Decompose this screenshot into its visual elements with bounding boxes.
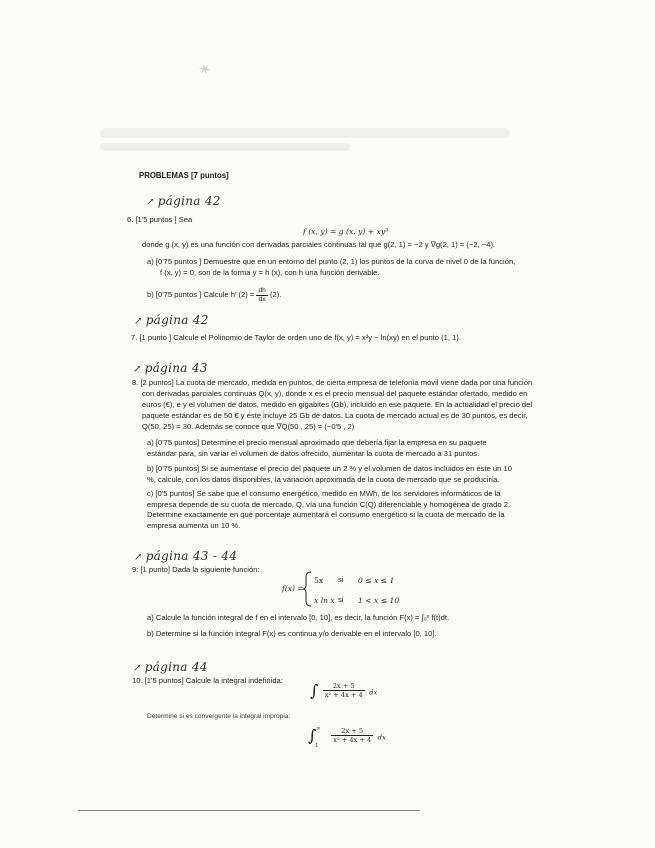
derivative-denominator: dx xyxy=(258,295,266,303)
arrow-icon: ↗ xyxy=(133,364,142,375)
problem-6a-line-2: f (x, y) = 0, son de la forma y = h (x), con h una función derivable. xyxy=(160,268,380,277)
piecewise-case-2-expr: x ln x xyxy=(314,596,335,605)
piecewise-case-1-cond: 0 ≤ x ≤ 1 xyxy=(358,576,395,585)
problem-10-heading: 10. [1'5 puntos] Calcule la integral indefinida: xyxy=(132,676,283,685)
problem-6b: b) [0'75 puntos ] Calcule h′ (2) = $\frac{dh}{dx}$ (2). xyxy=(147,287,282,303)
integrand-numerator: 2x + 5 xyxy=(323,682,365,691)
problem-7: 7. [1 punto ] Calcule el Polinomio de Taylor de orden uno de f(x, y) = x²y − ln(xy) en el punto (1, 1). xyxy=(131,333,461,342)
integral-sign: ∫ xyxy=(310,681,319,700)
piecewise-function-label: f(x) = xyxy=(282,584,304,593)
problem-8-line-3: euros (€), e y el volumen de datos, medido en gigabites (Gb), incluido en ese paquete. En la actualidad el precio del xyxy=(142,400,533,409)
problem-8b: b) [0'75 puntos] Si se aumentase el precio del paquete un 2 % y el volumen de datos incluidos en éste un 10 %, calcule, con los datos disponibles, la variación aproximada de la cuota de mercado que se produciría. xyxy=(147,464,512,484)
problem-6-description: donde g (x, y) es una función con derivadas parciales continuas tal que g(2, 1) = −2 y ∇g(2, 1) = (−2, −4). xyxy=(142,240,496,249)
problem-8a: a) [0'75 puntos] Determine el precio mensual aproximado que debería fijar la empresa en su paquete estándar para, sin variar el volumen de datos ofrecido, aumentar la cuota de mercado a 31 puntos. xyxy=(147,438,487,458)
faded-header-smudge xyxy=(100,128,510,138)
indefinite-integral xyxy=(310,681,377,700)
section-title: PROBLEMAS [7 puntos] xyxy=(139,171,229,180)
problem-9b: b) Determine si la función integral F(x) es continua y/o derivable en el intervalo [0, 10]. xyxy=(147,629,437,638)
integral-sign: ∫ xyxy=(308,726,317,745)
handwritten-page-note: ↗ página 42 xyxy=(146,194,221,208)
piecewise-case-1-expr: 5x xyxy=(314,576,324,585)
problem-6-heading: 6. [1'5 puntos ] Sea xyxy=(127,215,193,224)
integrand-denominator: x² + 4x + 4 xyxy=(324,691,363,699)
faded-header-smudge-2 xyxy=(100,143,350,151)
problem-8-line-5: Q(50, 25) = 30. Además se conoce que ∇Q(50 , 25) = (−0'5 , 2) xyxy=(142,422,355,431)
handwritten-page-note: ↗ página 43 xyxy=(133,361,208,375)
integral-upper-limit: ∞ xyxy=(316,726,321,732)
integral-lower-limit: 1 xyxy=(315,743,319,749)
piecewise-case-2-cond: 1 < x ≤ 10 xyxy=(358,596,400,605)
improper-integral xyxy=(308,726,386,749)
handwritten-page-note: ↗ página 42 xyxy=(134,313,209,327)
footer-rule xyxy=(78,810,420,811)
improper-integrand-numerator: 2x + 5 xyxy=(331,727,373,736)
problem-10-subquestion: Determine si es convergente la integral impropia: xyxy=(147,713,291,720)
integral-dx: dx xyxy=(369,688,378,697)
problem-8-line-4: paquete estándar es de 50 € y éste incluye 25 Gb de datos. La cuota de mercado actual es de 30 puntos, es decir, xyxy=(142,411,528,420)
problem-6-equation: f (x, y) = g (x, y) + xy³ xyxy=(303,227,389,236)
problem-8-line-2: con derivadas parciales continuas Q(x, y), donde x es el precio mensual del paquete estándar ofertado, medido en xyxy=(142,389,528,398)
problem-8c: c) [0'5 puntos] Se sabe que el consumo energético, medido en MWh, de los servidores informáticos de la empresa depende de su cuota de mercado, Q, vía una función C(Q) diferenciable y homogénea de grado 2. Determine exactamente en qué porcentaje aumentará el consumo energético si la cuota de mercado de la empresa aumenta un 10 %. xyxy=(147,489,511,530)
derivative-numerator: dh xyxy=(258,287,266,294)
problem-6a-line-1: a) [0'75 puntos ] Demuestre que en un entorno del punto (2, 1) los puntos de la curva de nivel 0 de la función, xyxy=(147,257,516,266)
arrow-icon: ↗ xyxy=(146,197,155,208)
arrow-icon: ↗ xyxy=(133,663,142,674)
arrow-icon: ↗ xyxy=(134,316,143,327)
handwritten-page-note: ↗ página 43 - 44 xyxy=(134,549,238,563)
problem-8-line-1: 8. [2 puntos] La cuota de mercado, medida en puntos, de cierta empresa de telefonía móvil viene dada por una función xyxy=(132,378,533,387)
improper-integrand-denominator: x² + 4x + 4 xyxy=(333,736,372,744)
piecewise-brace xyxy=(303,571,313,607)
handwritten-page-note: ↗ página 44 xyxy=(133,660,208,674)
faded-stamp: ✶ xyxy=(195,58,215,81)
integral-dx: dx xyxy=(377,733,386,742)
piecewise-case-1-si: si xyxy=(338,575,344,584)
problem-9a: a) Calcule la función integral de f en el intervalo [0, 10], es decir, la función F(x) = ∫₀ˣ f(t)dt. xyxy=(147,613,450,622)
problem-9-heading: 9: [1 punto] Dada la siguiente función: xyxy=(132,565,260,574)
arrow-icon: ↗ xyxy=(134,552,143,563)
piecewise-case-2-si: si xyxy=(338,595,344,604)
